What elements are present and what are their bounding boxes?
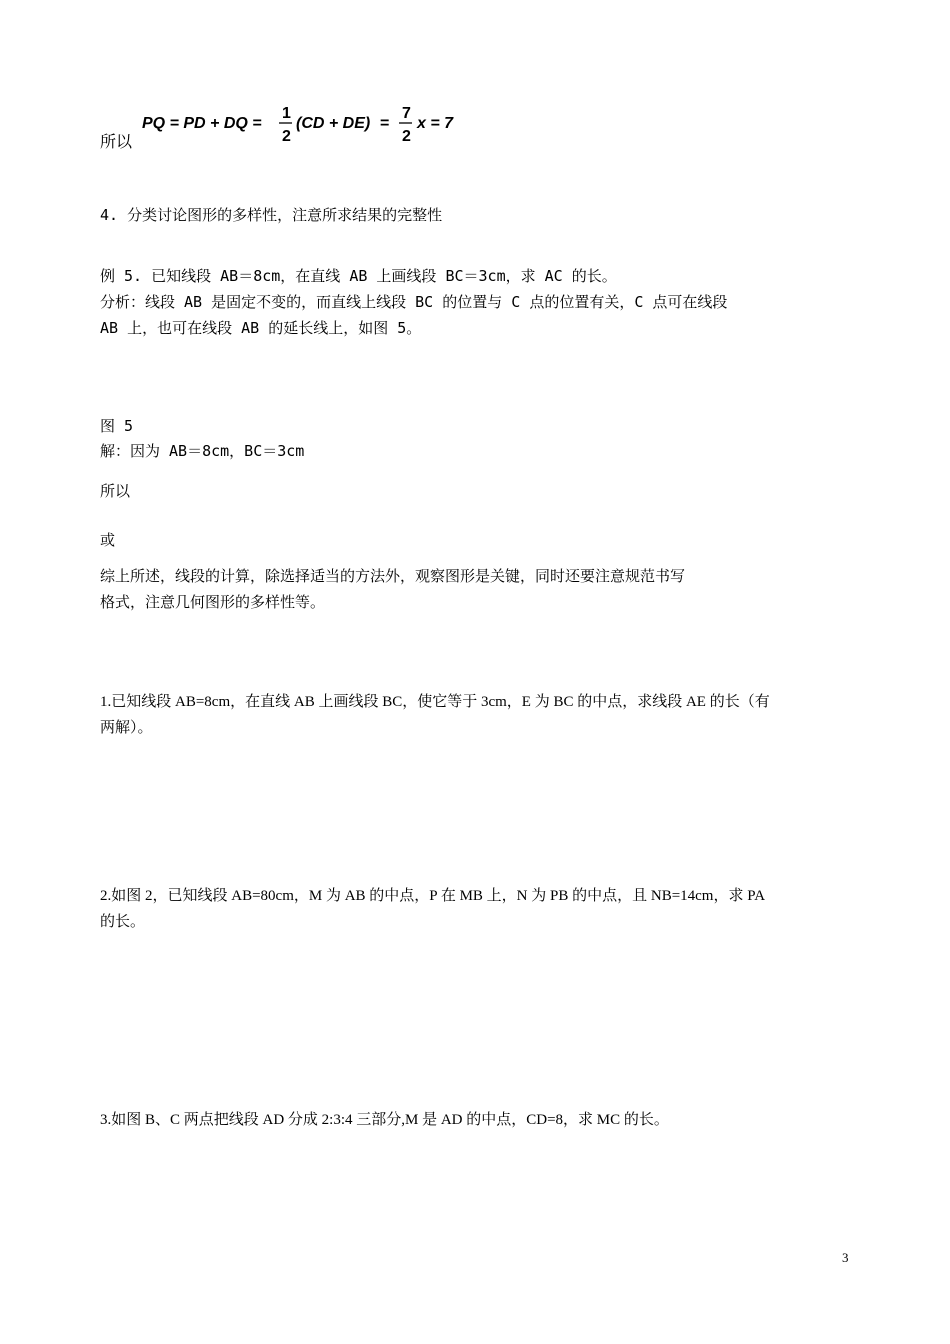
analysis-line-1: 分析：线段 AB 是固定不变的，而直线上线段 BC 的位置与 C 点的位置有关，C 点可在线段 bbox=[100, 293, 728, 311]
solution-so: 所以 bbox=[100, 482, 131, 500]
example-title: 例 5. 已知线段 AB＝8cm，在直线 AB 上画线段 BC＝3cm，求 AC 的长。 bbox=[100, 267, 617, 285]
formula-frac-den: 2 bbox=[402, 128, 411, 145]
summary-line-2: 格式，注意几何图形的多样性等。 bbox=[100, 593, 326, 611]
formula-frac-num: 7 bbox=[402, 105, 411, 122]
formula-lhs: PQ = PD + DQ = bbox=[142, 115, 262, 132]
formula bbox=[142, 104, 472, 150]
formula-prefix: 所以 bbox=[100, 132, 133, 151]
summary-line-1: 综上所述，线段的计算，除选择适当的方法外，观察图形是关键，同时还要注意规范书写 bbox=[100, 567, 686, 585]
problem-1-line-2: 两解）。 bbox=[100, 720, 153, 736]
solution-line: 解：因为 AB＝8cm，BC＝3cm bbox=[100, 442, 305, 460]
figure-label: 图 5 bbox=[100, 417, 134, 435]
formula-half-den: 2 bbox=[282, 128, 291, 145]
problem-2-line-2: 的长。 bbox=[100, 914, 146, 930]
problem-3-line-1: 3.如图 B、C 两点把线段 AD 分成 2:3:4 三部分,M 是 AD 的中点，CD=8，求 MC 的长。 bbox=[100, 1112, 669, 1128]
solution-or: 或 bbox=[100, 531, 116, 549]
analysis-line-2: AB 上，也可在线段 AB 的延长线上，如图 5。 bbox=[100, 319, 422, 337]
problem-2-line-1: 2.如图 2，已知线段 AB=80cm，M 为 AB 的中点，P 在 MB 上，N 为 PB 的中点，且 NB=14cm，求 PA bbox=[100, 888, 766, 904]
formula-eq: = bbox=[380, 115, 390, 132]
page-number: 3 bbox=[842, 1250, 849, 1265]
problem-1-line-1: 1.已知线段 AB=8cm，在直线 AB 上画线段 BC，使它等于 3cm，E 为 BC 的中点，求线段 AE 的长（有 bbox=[100, 694, 770, 710]
formula-tail: x = 7 bbox=[417, 115, 454, 132]
section-heading: 4. 分类讨论图形的多样性，注意所求结果的完整性 bbox=[100, 206, 443, 224]
formula-half-num: 1 bbox=[282, 105, 291, 122]
formula-paren: (CD + DE) bbox=[296, 115, 371, 132]
